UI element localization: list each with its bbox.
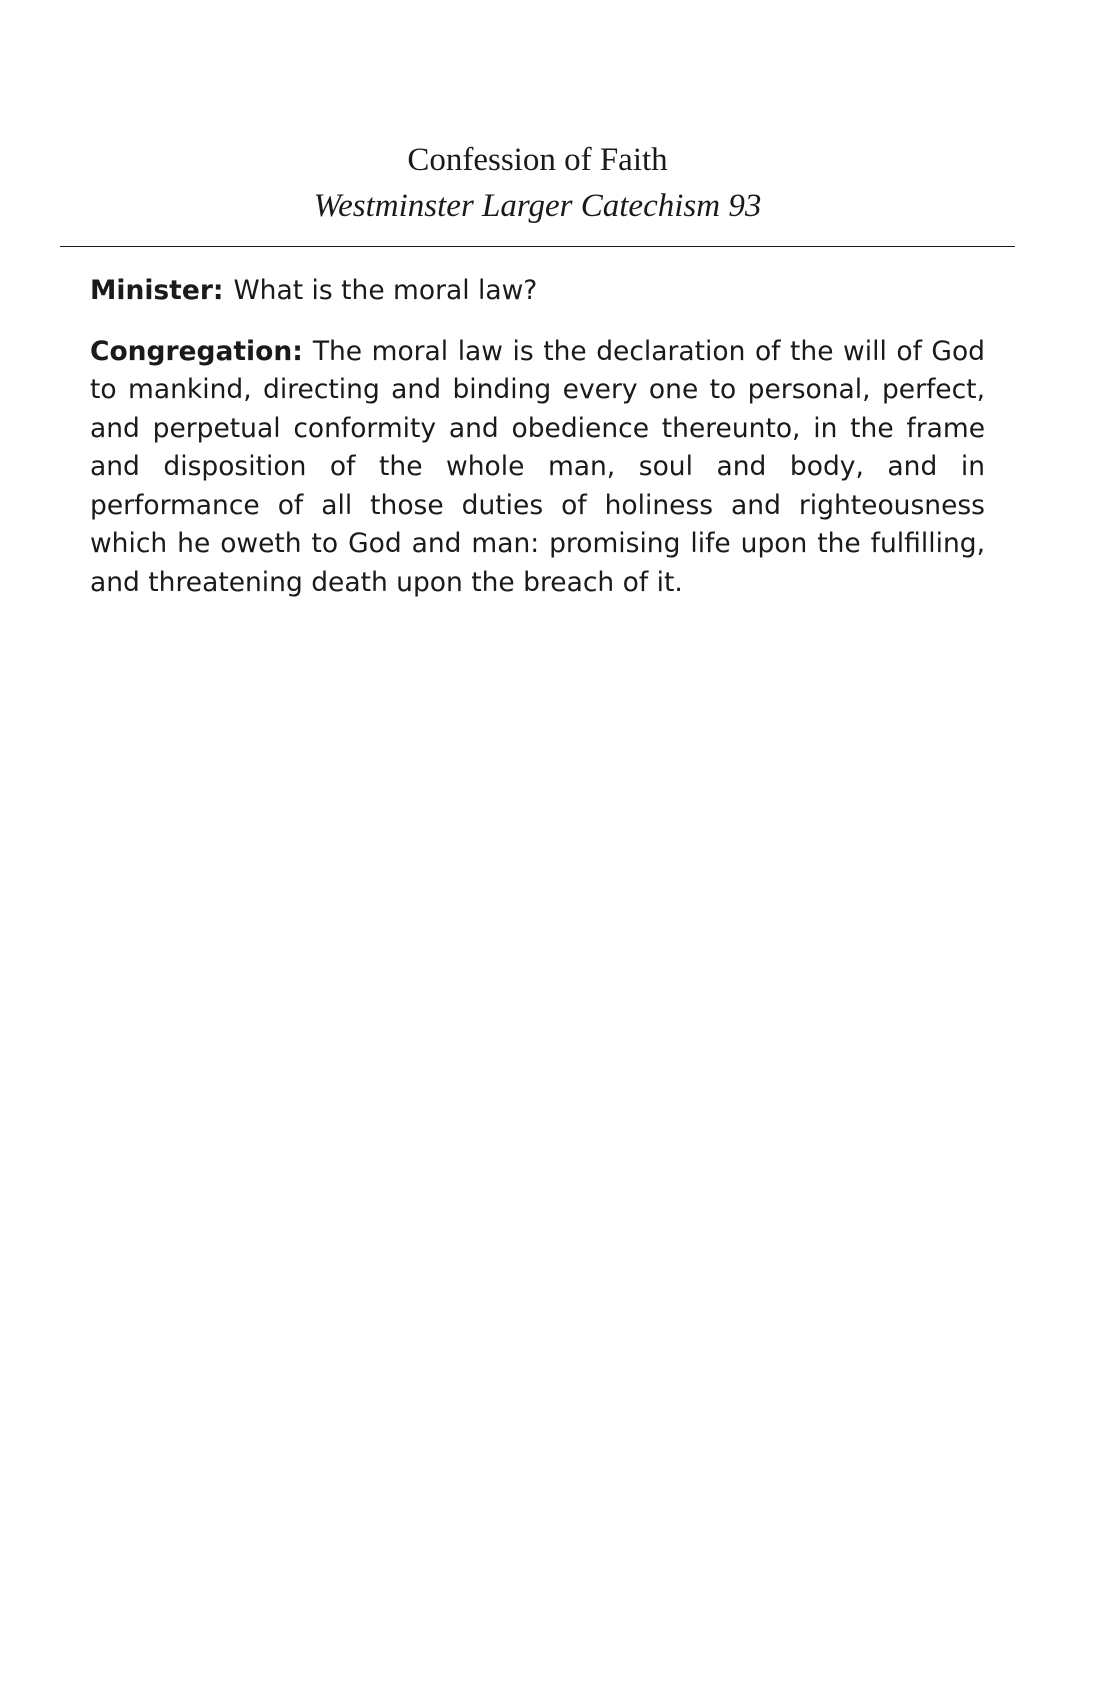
page-header [60,138,1015,228]
speaker-label-minister: Minister: [90,275,224,306]
question-text: What is the moral law? [233,275,538,306]
catechism-dialogue [90,272,985,602]
page-subtitle: Westminster Larger Catechism 93 [313,188,762,224]
header-divider [60,246,1015,247]
speaker-label-congregation: Congregation: [90,335,303,367]
minister-question [90,272,985,311]
congregation-answer [90,333,985,603]
page-title: Confession of Faith [407,142,668,178]
answer-text: The moral law is the declaration of the will of God to mankind, directing and binding every one to personal, perfect, and perpetual conformity and obedience thereunto, in the frame and disposition of the whole man, soul and body, and in performance of all those duties of holiness and righteousness which he oweth to God and man: promising life upon the fulfilling, and threatening death upon the breach of it. [90,335,985,598]
